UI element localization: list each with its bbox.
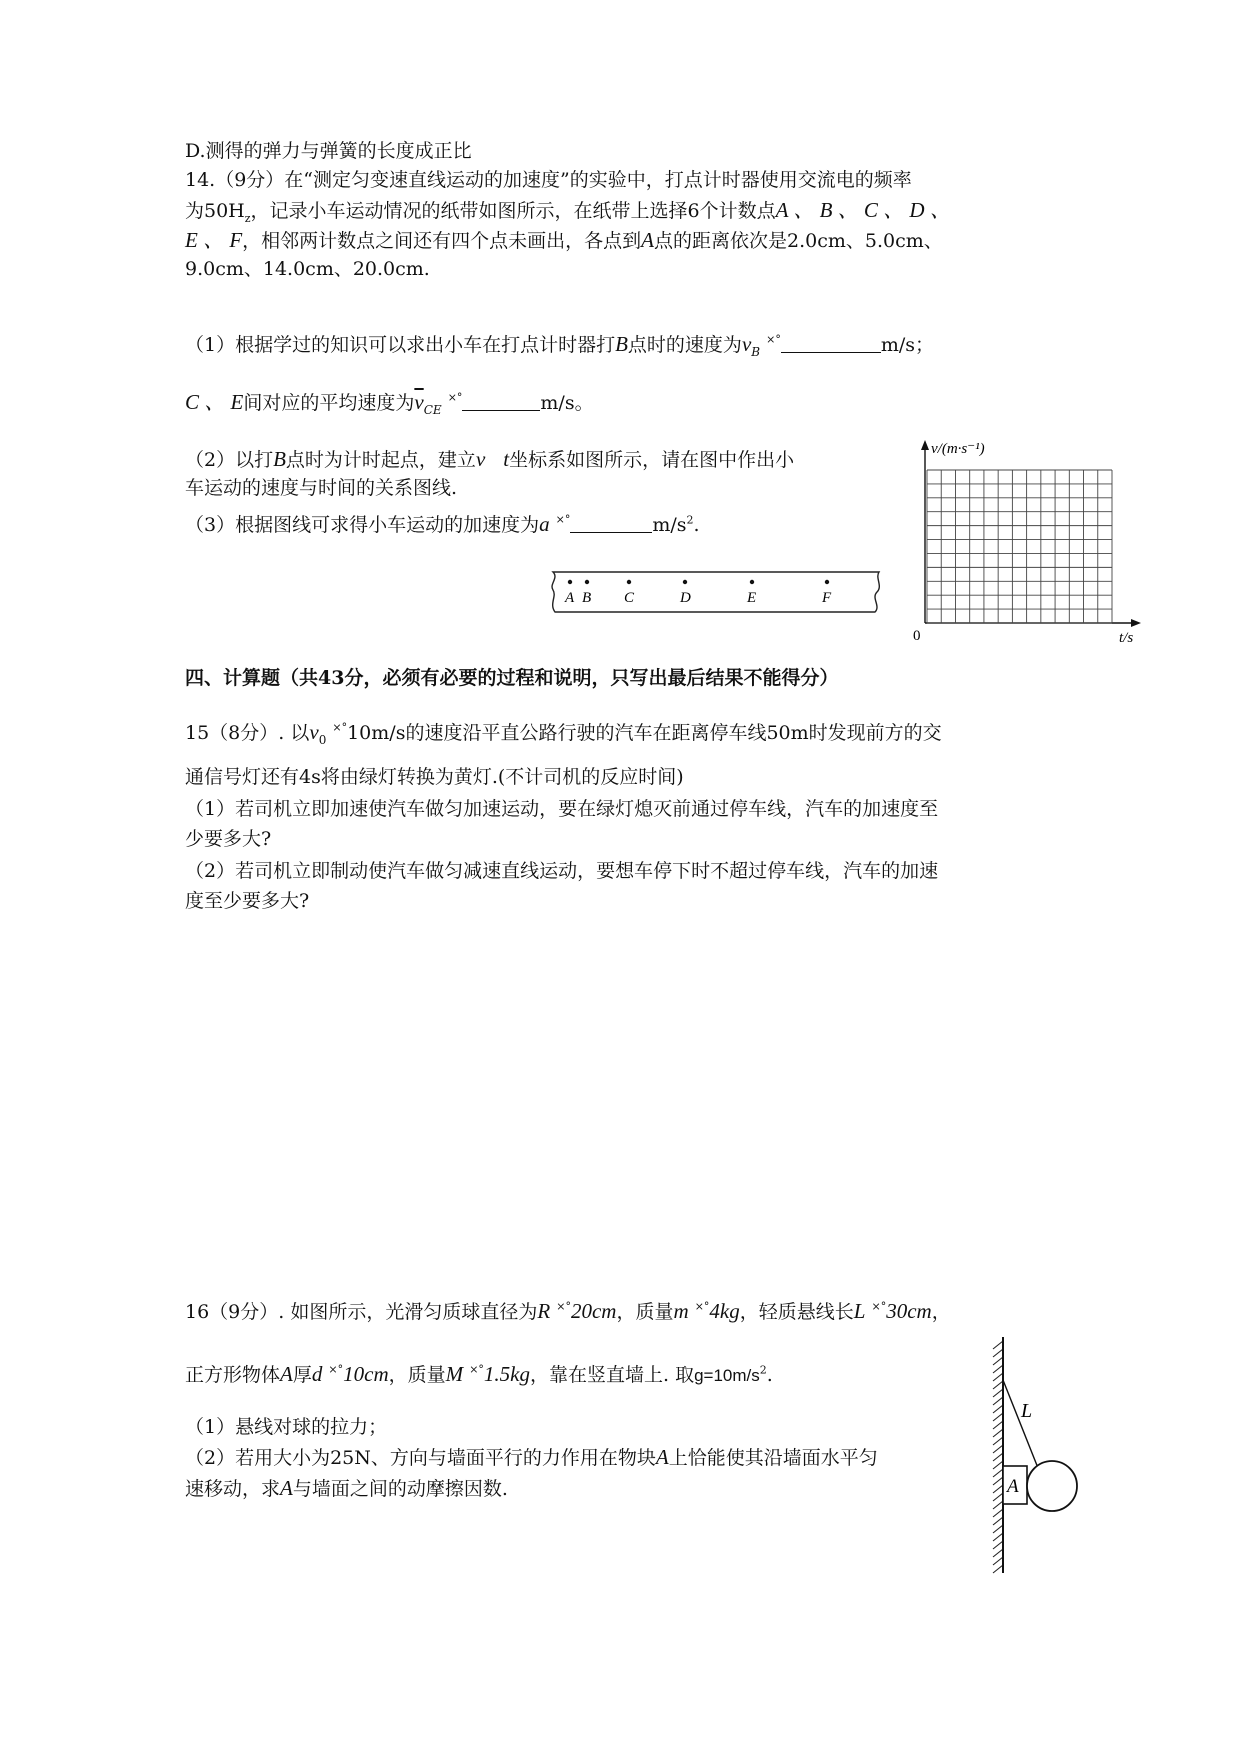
q13-option-d: D.测得的弹力与弹簧的长度成正比 bbox=[185, 140, 472, 162]
q15-line-2: 通信号灯还有4s将由绿灯转换为黄灯.(不计司机的反应时间) bbox=[185, 766, 684, 788]
wall-hatch-line bbox=[993, 1445, 1003, 1453]
origin-label: 0 bbox=[913, 628, 921, 643]
q16-part1: （1）悬线对球的拉力； bbox=[185, 1416, 388, 1438]
wall-hatch-line bbox=[993, 1501, 1003, 1509]
q14-line-1: 14.（9分）在“测定匀变速直线运动的加速度”的实验中，打点计时器使用交流电的频率 bbox=[185, 169, 912, 191]
tape-dot bbox=[568, 580, 572, 584]
wall-hatch-line bbox=[993, 1453, 1003, 1461]
wall-hatch-line bbox=[993, 1477, 1003, 1485]
wall-hatch-line bbox=[993, 1525, 1003, 1533]
y-axis-label: v/(m·s⁻¹) bbox=[931, 441, 985, 457]
tape-dot bbox=[627, 580, 631, 584]
wall-hatch-line bbox=[993, 1405, 1003, 1413]
wall-hatch-line bbox=[993, 1373, 1003, 1381]
tape-dot bbox=[585, 580, 589, 584]
x-arrow-icon bbox=[1131, 619, 1141, 627]
suspension-line bbox=[1003, 1380, 1038, 1468]
wall-hatch-line bbox=[993, 1509, 1003, 1517]
q14-line-2: 为$50H_z$，记录小车运动情况的纸带如图所示，在纸带上选择6个计数点A 、 B 、 C 、 D 、 bbox=[185, 198, 951, 225]
answer-blank-vb[interactable] bbox=[781, 334, 881, 353]
wall-hatch-line bbox=[993, 1557, 1003, 1565]
wall-hatch-line bbox=[993, 1349, 1003, 1357]
q16-line-1: 16（9分）. 如图所示，光滑匀质球直径为R ×°20cm，质量m ×°4kg，轻质悬线长L ×°30cm， bbox=[185, 1299, 951, 1323]
q14-line-4: 9.0cm、14.0cm、20.0cm. bbox=[185, 258, 430, 280]
wall-hatch-line bbox=[993, 1421, 1003, 1429]
wall-hatch-line bbox=[993, 1429, 1003, 1437]
tape-point-label: A bbox=[565, 590, 575, 606]
wall-hatch-line bbox=[993, 1437, 1003, 1445]
q14-part2: （2）以打B点时为计时起点，建立v t坐标系如图所示，请在图中作出小 bbox=[185, 447, 795, 471]
wall-hatch-line bbox=[993, 1485, 1003, 1493]
paper-tape-figure bbox=[545, 568, 890, 618]
answer-blank-a[interactable] bbox=[570, 514, 652, 533]
wall-hatch-line bbox=[993, 1565, 1003, 1573]
q14-part3: （3）根据图线可求得小车运动的加速度为a ×° $m/s^2$. bbox=[185, 512, 700, 536]
wall-hatch-line bbox=[993, 1549, 1003, 1557]
tape-dot bbox=[825, 580, 829, 584]
tape-dot bbox=[683, 580, 687, 584]
q15-line-3: （1）若司机立即加速使汽车做匀加速运动，要在绿灯熄灭前通过停车线，汽车的加速度至 bbox=[185, 798, 939, 820]
q14-line-3: E 、 F，相邻两计数点之间还有四个点未画出，各点到A点的距离依次是2.0cm、5.0cm、 bbox=[185, 228, 943, 252]
wall-hatch-line bbox=[993, 1365, 1003, 1373]
ball bbox=[1027, 1461, 1077, 1511]
x-axis-label: t/s bbox=[1119, 630, 1134, 643]
wall-hatch-line bbox=[993, 1389, 1003, 1397]
label-L: L bbox=[1021, 1400, 1033, 1422]
q15-line-4: 少要多大? bbox=[185, 828, 272, 850]
q15-line-1: 15（8分）. 以$v_0$ ×°10m/s的速度沿平直公路行驶的汽车在距离停车线50m时发现前方的交 bbox=[185, 720, 942, 747]
wall-hatch-line bbox=[993, 1357, 1003, 1365]
q16-part2-line2: 速移动，求A与墙面之间的动摩擦因数. bbox=[185, 1476, 508, 1500]
q14-part1-b: C 、 E间对应的平均速度为$\overline{v}_{CE}$ ×° m/s。 bbox=[185, 390, 594, 417]
wall-hatch-line bbox=[993, 1517, 1003, 1525]
wall-ball-figure bbox=[975, 1335, 1095, 1575]
q16-line-2: 正方形物体A厚d ×°10cm，质量M ×°1.5kg，靠在竖直墙上. 取$g=10m/s^2$. bbox=[185, 1362, 773, 1386]
vt-graph bbox=[905, 438, 1145, 643]
tape-dot bbox=[750, 580, 754, 584]
section-4-title: 四、计算题（共43分，必须有必要的过程和说明，只写出最后结果不能得分） bbox=[185, 667, 839, 689]
wall-hatch-line bbox=[993, 1493, 1003, 1501]
wall-hatch-line bbox=[993, 1341, 1003, 1349]
tape-point-label: D bbox=[680, 590, 691, 606]
label-A: A bbox=[1007, 1476, 1019, 1497]
wall-hatch-line bbox=[993, 1541, 1003, 1549]
tape-point-label: B bbox=[582, 590, 592, 606]
wall-hatch-line bbox=[993, 1381, 1003, 1389]
wall-hatch-line bbox=[993, 1413, 1003, 1421]
q16-part2: （2）若用大小为25N、方向与墙面平行的力作用在物块A上恰能使其沿墙面水平匀 bbox=[185, 1445, 878, 1469]
answer-blank-vce[interactable] bbox=[462, 392, 540, 411]
q14-part2-line2: 车运动的速度与时间的关系图线. bbox=[185, 477, 458, 499]
wall-hatch-line bbox=[993, 1469, 1003, 1477]
q15-line-6: 度至少要多大? bbox=[185, 890, 310, 912]
wall-hatch-line bbox=[993, 1533, 1003, 1541]
tape-point-label: E bbox=[747, 590, 757, 606]
wall-hatch-line bbox=[993, 1397, 1003, 1405]
y-arrow-icon bbox=[921, 440, 929, 450]
q14-part1: （1）根据学过的知识可以求出小车在打点计时器打B点时的速度为$v_B$ ×° m/s； bbox=[185, 332, 935, 359]
q15-line-5: （2）若司机立即制动使汽车做匀减速直线运动，要想车停下时不超过停车线，汽车的加速 bbox=[185, 860, 939, 882]
tape-point-label: C bbox=[624, 590, 635, 606]
tape-point-label: F bbox=[822, 590, 832, 606]
wall-hatch-line bbox=[993, 1461, 1003, 1469]
